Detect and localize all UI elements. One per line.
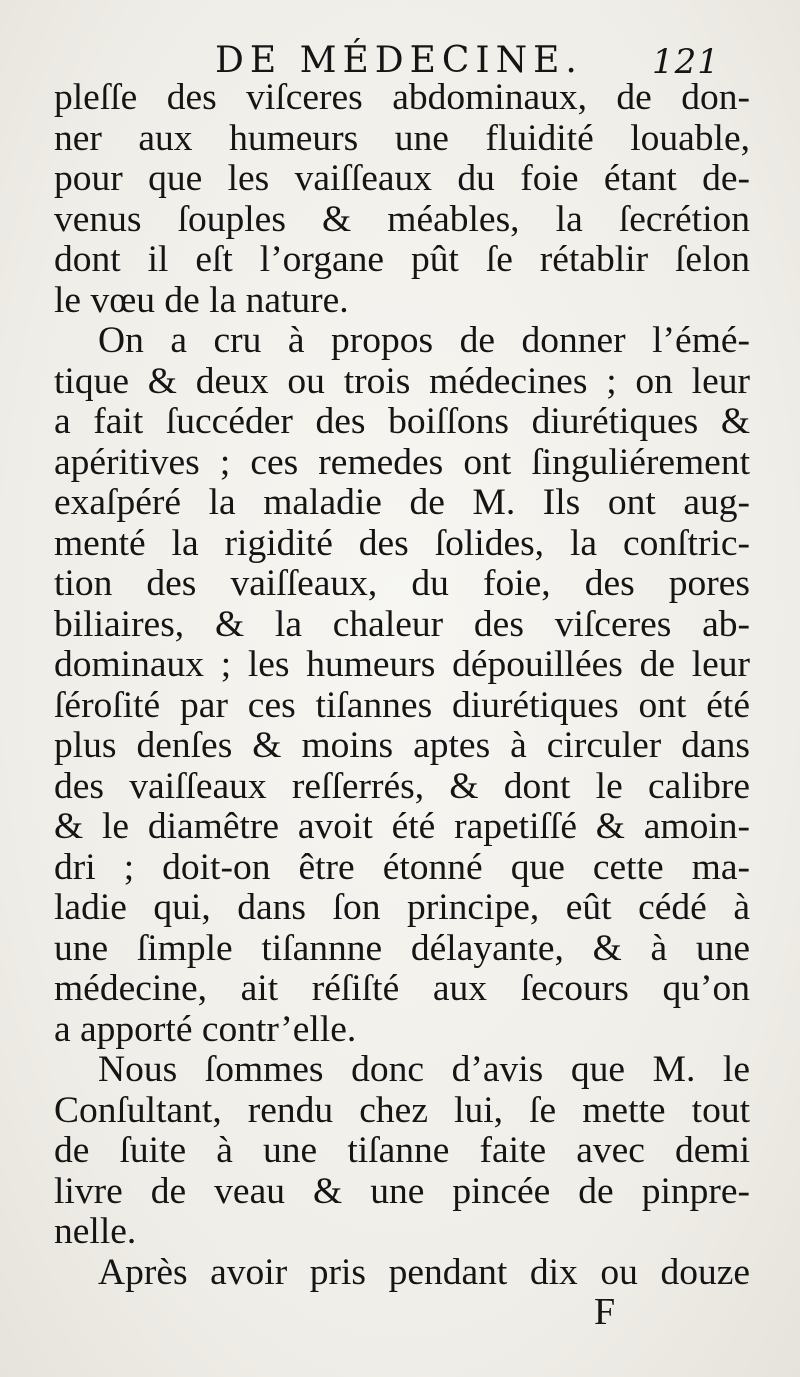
- text-line: de ſuite à une tiſanne faite avec demi: [54, 1130, 750, 1171]
- text-line: livre de veau & une pincée de pinpre-: [54, 1170, 750, 1212]
- text-line: tique & deux ou trois médecines ; on leur: [54, 360, 750, 402]
- text-line: ner aux humeurs une fluidité louable,: [54, 117, 750, 159]
- text-line: ladie qui, dans ſon principe, eût cédé à: [54, 887, 750, 928]
- text-line: a apporté contr’elle.: [54, 1008, 357, 1050]
- text-line: On a cru à propos de donner l’émé-: [98, 320, 750, 361]
- text-line: apéritives ; ces remedes ont ſinguliérement: [54, 441, 750, 483]
- text-line: dont il eſt l’organe pût ſe rétablir ſelon: [54, 239, 750, 280]
- text-line: tion des vaiſſeaux, du foie, des pores: [54, 563, 750, 604]
- text-line: Conſultant, rendu chez lui, ſe mette tout: [54, 1089, 750, 1131]
- text-line: biliaires, & la chaleur des viſceres ab-: [54, 603, 750, 645]
- text-line: ſéroſité par ces tiſannes diurétiques ont été: [54, 684, 750, 726]
- text-line: menté la rigidité des ſolides, la conſtric-: [54, 522, 750, 564]
- text-line: Après avoir pris pendant dix ou douze: [98, 1251, 750, 1293]
- running-title: DE MÉDECINE.: [215, 40, 583, 81]
- text-line: a fait ſuccéder des boiſſons diurétiques &: [54, 401, 750, 442]
- text-line: plus denſes & moins aptes à circuler dans: [54, 725, 750, 766]
- text-line: & le diamêtre avoit été rapetiſſé & amoin-: [54, 806, 750, 847]
- text-line: médecine, ait réſiſté aux ſecours qu’on: [54, 968, 750, 1009]
- page-number: 121: [652, 42, 720, 82]
- text-line: pour que les vaiſſeaux du foie étant de-: [54, 158, 750, 199]
- text-line: nelle.: [54, 1211, 137, 1252]
- body-text: [54, 78, 750, 1293]
- text-line: une ſimple tiſannne délayante, & à une: [54, 927, 750, 969]
- text-line: des vaiſſeaux reſſerrés, & dont le calibre: [54, 765, 750, 807]
- text-line: Nous ſommes donc d’avis que M. le: [98, 1049, 750, 1090]
- text-line: pleſſe des viſceres abdominaux, de don-: [54, 77, 750, 118]
- text-line: exaſpéré la maladie de M. Ils ont aug-: [54, 482, 750, 523]
- text-line: venus ſouples & méables, la ſecrétion: [54, 198, 750, 240]
- signature-mark: F: [594, 1291, 616, 1333]
- text-line: dri ; doit-on être étonné que cette ma-: [54, 846, 750, 888]
- text-line: dominaux ; les humeurs dépouillées de leur: [54, 644, 750, 685]
- text-line: le vœu de la nature.: [54, 279, 349, 321]
